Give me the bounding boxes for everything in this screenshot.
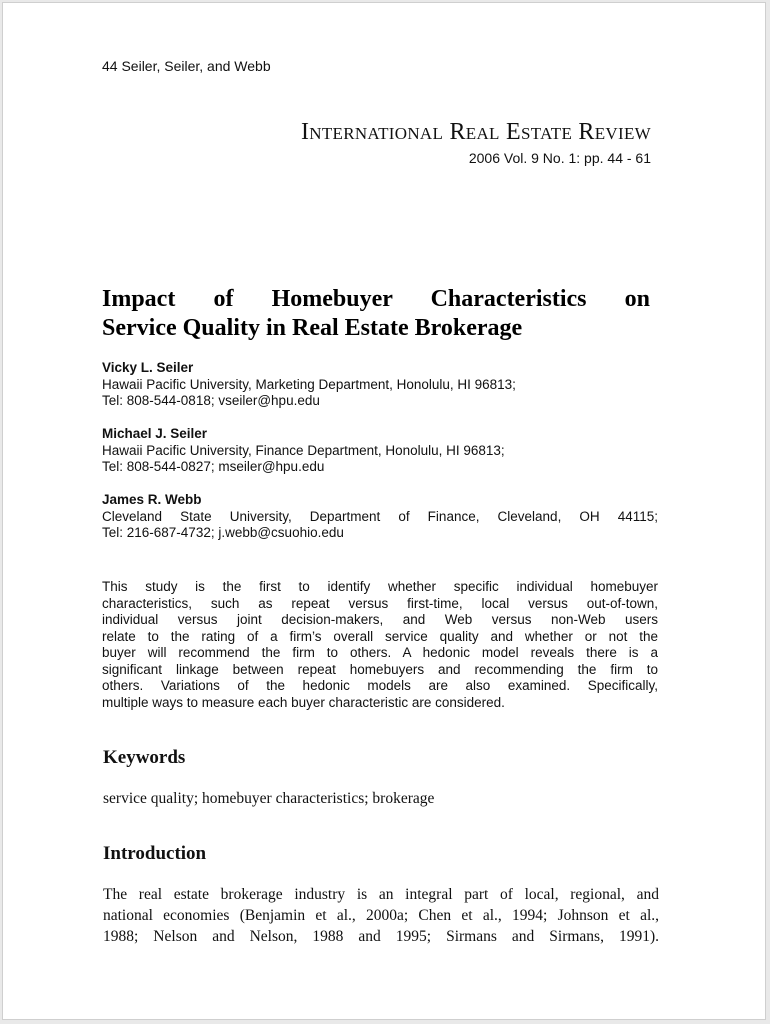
paper-title-line: Impact of Homebuyer Characteristics on bbox=[102, 286, 650, 312]
abstract bbox=[102, 579, 658, 711]
abstract-line: individual versus joint decision-makers, and Web versus non-Web users bbox=[102, 612, 658, 627]
author-affiliation: Hawaii Pacific University, Finance Department, Honolulu, HI 96813; bbox=[102, 442, 505, 458]
author-contact: Tel: 808-544-0827; mseiler@hpu.edu bbox=[102, 459, 325, 474]
abstract-line: characteristics, such as repeat versus first-time, local versus out-of-town, bbox=[102, 595, 658, 611]
journal-issue: 2006 Vol. 9 No. 1: pp. 44 - 61 bbox=[468, 150, 651, 166]
author-contact: Tel: 808-544-0818; vseiler@hpu.edu bbox=[102, 393, 320, 408]
document-page bbox=[2, 2, 766, 1020]
paper-title bbox=[102, 285, 650, 343]
keywords-text: service quality; homebuyer characteristics; brokerage bbox=[103, 790, 435, 807]
abstract-line: buyer will recommend the firm to others. A hedonic model reveals there is a bbox=[102, 645, 658, 660]
running-header: 44 Seiler, Seiler, and Webb bbox=[102, 58, 271, 74]
abstract-line: others. Variations of the hedonic models are also examined. Specifically, bbox=[102, 678, 658, 693]
author-affiliation: Hawaii Pacific University, Marketing Department, Honolulu, HI 96813; bbox=[102, 376, 516, 392]
author-name: Michael J. Seiler bbox=[102, 426, 208, 441]
abstract-line: relate to the rating of a firm’s overall service quality and whether or not the bbox=[102, 628, 658, 644]
abstract-line: significant linkage between repeat homebuyers and recommending the firm to bbox=[102, 661, 658, 677]
introduction-body bbox=[103, 884, 659, 947]
author-block bbox=[102, 426, 658, 476]
author-block bbox=[102, 360, 658, 410]
keywords-heading: Keywords bbox=[103, 747, 186, 768]
author-name: James R. Webb bbox=[102, 492, 202, 507]
introduction-line: national economies (Benjamin et al., 2000a; Chen et al., 1994; Johnson et al., bbox=[103, 907, 659, 924]
introduction-line: 1988; Nelson and Nelson, 1988 and 1995; Sirmans and Sirmans, 1991). bbox=[103, 928, 659, 945]
introduction-heading: Introduction bbox=[103, 843, 207, 864]
author-block bbox=[102, 492, 658, 542]
abstract-line: This study is the first to identify whether specific individual homebuyer bbox=[102, 579, 658, 594]
author-name: Vicky L. Seiler bbox=[102, 360, 194, 375]
paper-title-line: Service Quality in Real Estate Brokerage bbox=[102, 315, 523, 341]
journal-title: International Real Estate Review bbox=[300, 119, 651, 145]
introduction-line: The real estate brokerage industry is an integral part of local, regional, and bbox=[103, 886, 659, 903]
abstract-line: multiple ways to measure each buyer characteristic are considered. bbox=[102, 694, 505, 710]
author-affiliation: Cleveland State University, Department of Finance, Cleveland, OH 44115; bbox=[102, 508, 658, 524]
author-contact: Tel: 216-687-4732; j.webb@csuohio.edu bbox=[102, 525, 344, 540]
